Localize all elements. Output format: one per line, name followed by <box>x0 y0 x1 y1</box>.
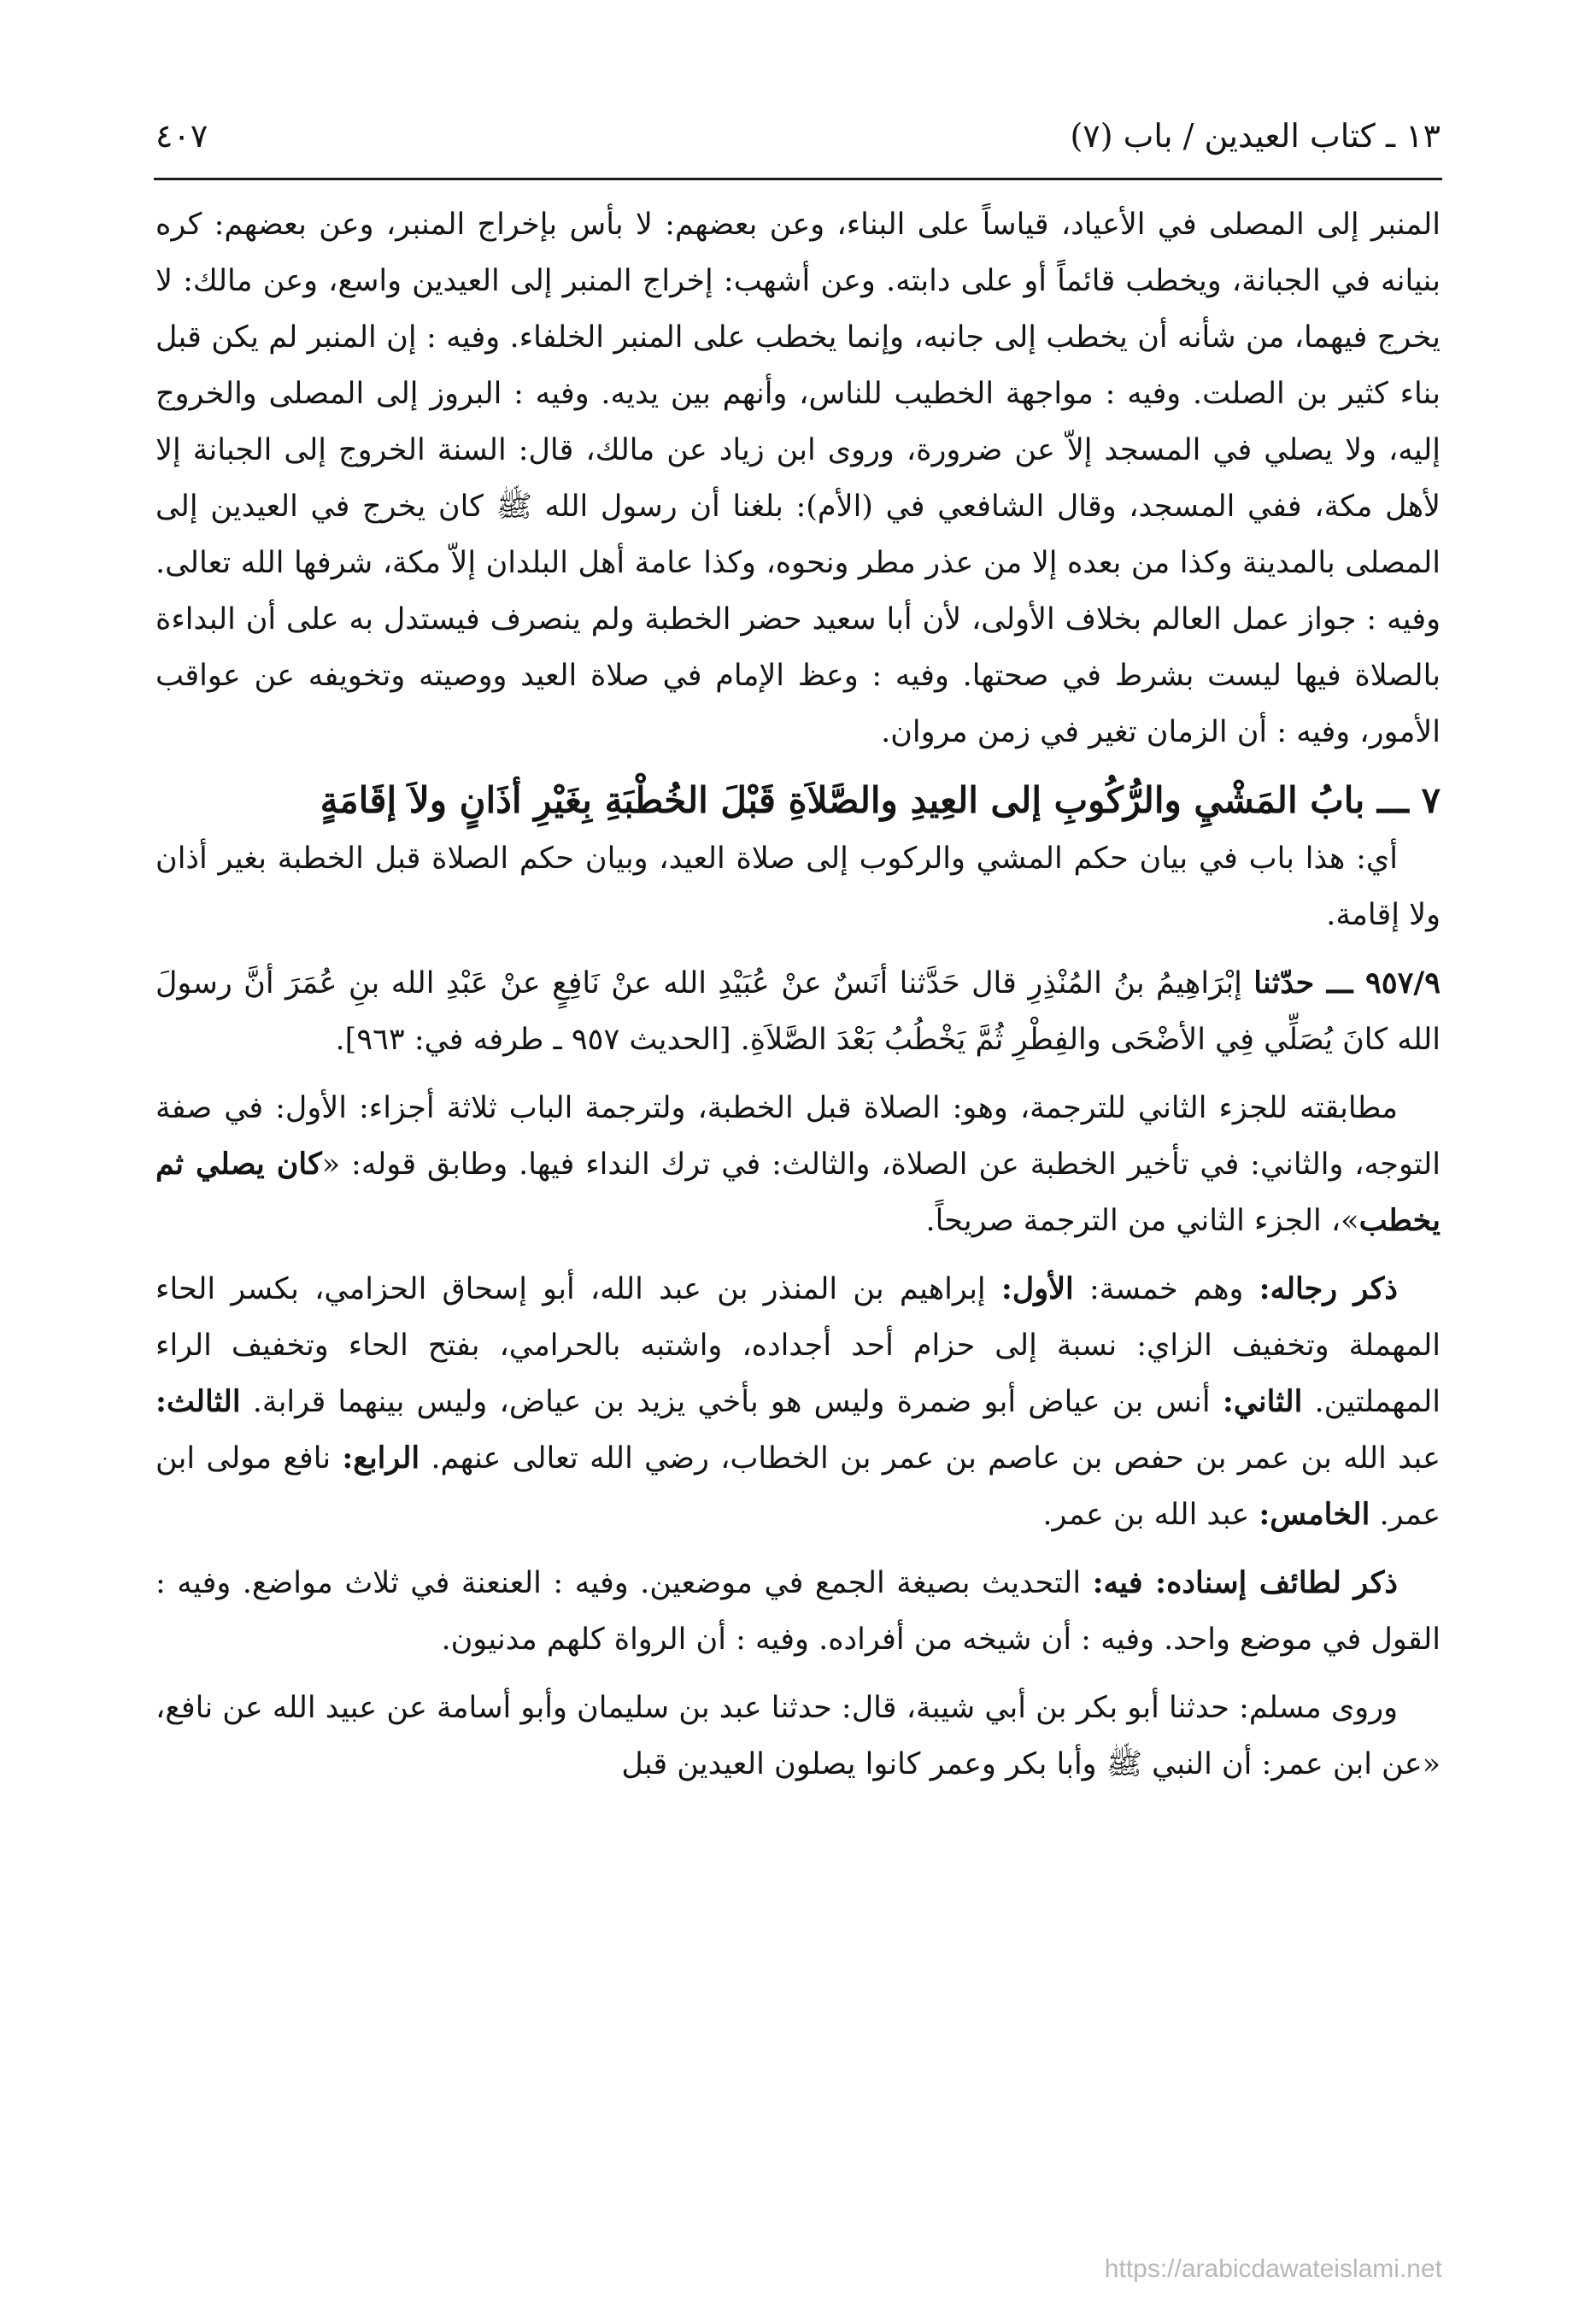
correspondence-text-end: »، الجزء الثاني من الترجمة صريحاً. <box>925 1204 1359 1238</box>
narrators-paragraph <box>155 1261 1441 1543</box>
narrator-label-5: الخامس: <box>1259 1497 1370 1532</box>
isnad-label: فيه: <box>1092 1565 1156 1600</box>
narrator-text-4: نافع مولى ابن عمر. <box>155 1441 1441 1532</box>
header-divider <box>154 178 1442 180</box>
narrator-text-1: إبراهيم بن المنذر بن عبد الله، أبو إسحاق الحزامي، بكسر الحاء المهملة وتخفيف الزاي: نسبة إلى حزام أحد أجداده، واشتبه بالحرامي، بفتح الحاء وتخفيف الراء المهملتين. <box>155 1272 1441 1419</box>
hadith-text: إبْرَاهِيمُ بنُ المُنْذِرِ قال حَدَّثنا أنَسٌ عنْ عُبَيْدِ الله عنْ نَافِعٍ عنْ عَبْدِ الله بنِ عُمَرَ أنَّ رسولَ الله كانَ يُصَلِّي فِي الأضْحَى والفِطْرِ ثُمَّ يَخْطُبُ بَعْدَ الصَّلاَةِ. [الحديث ٩٥٧ ـ طرفه في: ٩٦٣]. <box>155 966 1441 1057</box>
isnad-paragraph <box>155 1555 1441 1668</box>
quoted-phrase: كان يصلي ثم يخطب <box>155 1147 1441 1238</box>
narrator-label-4: الرابع: <box>342 1441 420 1476</box>
muslim-narration-paragraph: وروى مسلم: حدثنا أبو بكر بن أبي شيبة، قال: حدثنا عبد بن سليمان وأبو أسامة عن عبيد الله عن نافع، «عن ابن عمر: أن النبي ﷺ وأبا بكر وعمر كانوا يصلون العيدين قبل <box>155 1691 1441 1781</box>
narrator-text-2: أنس بن عياض أبو ضمرة وليس هو بأخي يزيد بن عياض، وليس بينهما قرابة. <box>240 1385 1223 1419</box>
chapter-explanation: أي: هذا باب في بيان حكم المشي والركوب إلى صلاة العيد، وبيان حكم الصلاة قبل الخطبة بغير أذان ولا إقامة. <box>155 842 1441 932</box>
narrators-heading: ذكر رجاله: <box>1259 1271 1398 1306</box>
narrator-text-3: عبد الله بن عمر بن حفص بن عاصم بن عمر بن الخطاب، رضي الله تعالى عنهم. <box>420 1441 1441 1476</box>
correspondence-paragraph <box>155 1080 1441 1249</box>
narrator-label-2: الثاني: <box>1222 1384 1303 1419</box>
hadith-paragraph <box>155 955 1441 1068</box>
narrators-text: وهم خمسة: <box>1073 1272 1259 1306</box>
isnad-text: التحديث بصيغة الجمع في موضعين. وفيه : العنعنة في ثلاث مواضع. وفيه : القول في موضع واحد. وفيه : أن شيخه من أفراده. وفيه : أن الرواة كلهم مدنيون. <box>155 1566 1441 1657</box>
narrator-label-1: الأول: <box>1000 1271 1074 1306</box>
page-number: ٤٠٧ <box>155 117 208 155</box>
commentary-paragraph: المنبر إلى المصلى في الأعياد، قياساً على البناء، وعن بعضهم: لا بأس بإخراج المنبر، وعن بعضهم: كره بنيانه في الجبانة، ويخطب قائماً أو على دابته. وعن أشهب: إخراج المنبر إلى العيدين واسع، وعن مالك: لا يخرج فيهما، من شأنه أن يخطب إلى جانبه، وإنما يخطب على المنبر الخلفاء. وفيه : إن المنبر لم يكن قبل بناء كثير بن الصلت. وفيه : مواجهة الخطيب للناس، وأنهم بين يديه. وفيه : البروز إلى المصلى والخروج إليه، ولا يصلي في المسجد إلاّ عن ضرورة، وروى ابن زياد عن مالك، قال: السنة الخروج إلى الجبانة إلا لأهل مكة، ففي المسجد، وقال الشافعي في (الأم): بلغنا أن رسول الله ﷺ كان يخرج في العيدين إلى المصلى بالمدينة وكذا من بعده إلا من عذر مطر ونحوه، وكذا عامة أهل البلدان إلاّ مكة، شرفها الله تعالى. وفيه : جواز عمل العالم بخلاف الأولى، لأن أبا سعيد حضر الخطبة ولم ينصرف فيستدل به على أن البداءة بالصلاة فيها ليست بشرط في صحتها. وفيه : وعظ الإمام في صلاة العيد ووصيته وتخويفه عن عواقب الأمور، وفيه : أن الزمان تغير في زمن مروان. <box>155 208 1441 749</box>
watermark-url: https://arabicdawateislami.net <box>1104 2255 1442 2283</box>
narrator-label-3: الثالث: <box>155 1384 241 1419</box>
narrator-text-5: عبد الله بن عمر. <box>1042 1498 1259 1532</box>
hadith-number: ٩٥٧/٩ ـــ حدّثنا <box>1253 965 1441 1001</box>
chapter-heading: ٧ ـــ بابُ المَشْيِ والرُّكُوبِ إلى العِيدِ والصَّلاَةِ قَبْلَ الخُطْبَةِ بِغَيْرِ أذَانٍ ولاَ إقَامَةٍ <box>320 779 1441 821</box>
page-header <box>155 109 1441 162</box>
page-body <box>155 197 1441 1793</box>
isnad-heading: ذكر لطائف إسناده: <box>1155 1565 1398 1600</box>
correspondence-text: مطابقته للجزء الثاني للترجمة، وهو: الصلاة قبل الخطبة، ولترجمة الباب ثلاثة أجزاء: الأول: في صفة التوجه، والثاني: في تأخير الخطبة عن الصلاة، والثالث: في ترك النداء فيها. وطابق قوله: « <box>155 1091 1441 1182</box>
running-title: ١٣ ـ كتاب العيدين / باب (٧) <box>1070 117 1441 155</box>
